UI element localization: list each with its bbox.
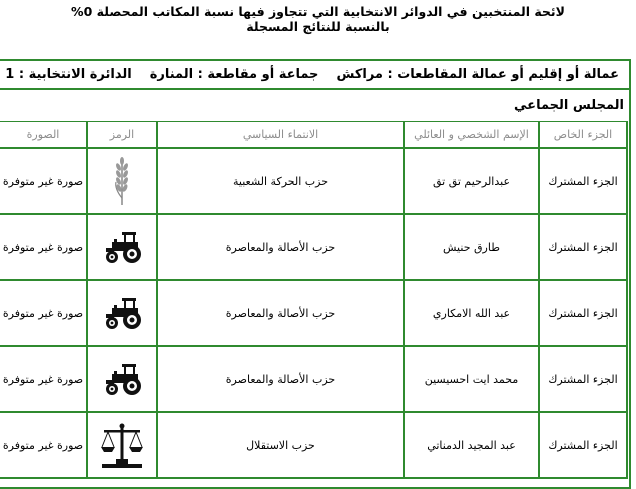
name-cell: عبد الله الامكاري xyxy=(404,280,539,346)
table-row xyxy=(0,214,627,280)
tractor-icon xyxy=(99,295,145,331)
party-cell: حزب الحركة الشعبية xyxy=(157,148,404,214)
part-cell: الجزء المشترك xyxy=(539,346,627,412)
table-row xyxy=(0,346,627,412)
column-header-part: الجزء الخاص xyxy=(539,122,627,149)
name-cell: عبدالرحيم تق تق xyxy=(404,148,539,214)
scales-icon xyxy=(98,421,146,469)
photo-cell: صورة غير متوفرة xyxy=(0,214,87,280)
column-header-symbol: الرمز xyxy=(87,122,157,149)
prefecture-label: عمالة أو إقليم أو عمالة المقاطعات : مراكش xyxy=(336,66,619,82)
tractor-icon xyxy=(99,229,145,265)
name-cell: طارق حنيش xyxy=(404,214,539,280)
table-row xyxy=(0,412,627,478)
party-cell: حزب الأصالة والمعاصرة xyxy=(157,214,404,280)
name-cell: عبد المجيد الدمناتي xyxy=(404,412,539,478)
constituency-label: الدائرة الانتخابية : 1 xyxy=(5,66,132,82)
page-title xyxy=(0,4,636,34)
name-cell: محمد ايت احسيسين xyxy=(404,346,539,412)
symbol-cell xyxy=(87,346,157,412)
part-cell: الجزء المشترك xyxy=(539,280,627,346)
table-row xyxy=(0,148,627,214)
column-header-photo: الصورة xyxy=(0,122,87,149)
district-info-bar xyxy=(0,60,629,90)
party-cell: حزب الأصالة والمعاصرة xyxy=(157,346,404,412)
part-cell: الجزء المشترك xyxy=(539,412,627,478)
part-cell: الجزء المشترك xyxy=(539,148,627,214)
photo-cell: صورة غير متوفرة xyxy=(0,346,87,412)
tractor-icon xyxy=(99,361,145,397)
symbol-cell xyxy=(87,280,157,346)
symbol-cell xyxy=(87,148,157,214)
wheat-icon xyxy=(107,156,137,206)
part-cell: الجزء المشترك xyxy=(539,214,627,280)
symbol-cell xyxy=(87,214,157,280)
photo-cell: صورة غير متوفرة xyxy=(0,280,87,346)
title-line-2: بالنسبة للنتائج المسجلة xyxy=(246,19,390,34)
elected-members-table xyxy=(0,121,628,479)
council-title: المجلس الجماعي xyxy=(514,98,624,113)
commune-label: جماعة أو مقاطعة : المنارة xyxy=(149,66,319,82)
title-line-1: لائحة المنتخبين في الدوائر الانتخابية التي تتجاوز فيها نسبة المكاتب المحصلة 0% xyxy=(71,4,565,19)
party-cell: حزب الاستقلال xyxy=(157,412,404,478)
party-cell: حزب الأصالة والمعاصرة xyxy=(157,280,404,346)
table-header-row xyxy=(0,122,627,149)
column-header-name: الإسم الشخصي و العائلي xyxy=(404,122,539,149)
symbol-cell xyxy=(87,412,157,478)
table-row xyxy=(0,280,627,346)
photo-cell: صورة غير متوفرة xyxy=(0,412,87,478)
photo-cell: صورة غير متوفرة xyxy=(0,148,87,214)
column-header-party: الانتماء السياسي xyxy=(157,122,404,149)
